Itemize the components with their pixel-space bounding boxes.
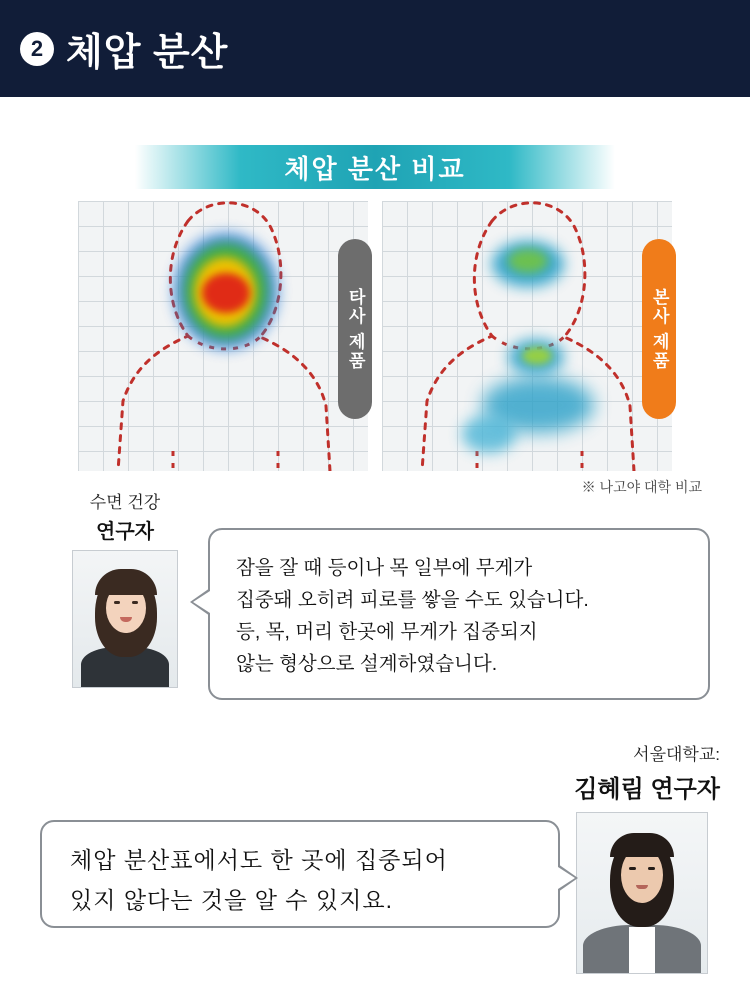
label-our-product-text: 본사 제품: [649, 287, 669, 371]
source-note: ※ 나고야 대학 비교: [581, 479, 702, 495]
researcher-2-quote-line2: 있지 않다는 것을 알 수 있지요.: [70, 887, 393, 913]
pressure-map-ours: [382, 201, 672, 471]
label-our-product: [642, 239, 676, 419]
researcher-2-speech-bubble: [40, 820, 560, 928]
page-header: [0, 0, 750, 97]
pressure-grid-ours: [382, 201, 672, 471]
comparison-band-bg: [135, 145, 615, 189]
comparison-band-title: 체압 분산 비교: [284, 153, 466, 184]
label-other-product: [338, 239, 372, 419]
researcher-1-block: [40, 488, 210, 688]
heat-blob-head-core: [508, 249, 548, 273]
researcher-2-photo: [576, 812, 708, 974]
bubble-tail-left: [190, 588, 210, 616]
section-number-badge: 2: [20, 32, 54, 66]
heat-blob-peak: [202, 273, 250, 313]
researcher-1-photo: [72, 550, 178, 688]
researcher-2-name: 김혜림 연구자: [574, 776, 720, 803]
researcher-1-quote-line1: 잠을 잘 때 등이나 목 일부에 무게가: [236, 557, 533, 579]
pressure-grid-other: [78, 201, 368, 471]
researcher-2-affiliation: 서울대학교:: [633, 745, 720, 764]
bubble-tail-right: [558, 864, 578, 892]
researcher-1-quote-line4: 않는 형상으로 설계하였습니다.: [236, 653, 498, 675]
researcher-1-quote-line3: 등, 목, 머리 한곳에 무게가 집중되지: [236, 621, 538, 643]
pressure-map-other: [78, 201, 368, 471]
label-other-product-text: 타사 제품: [345, 287, 365, 371]
researcher-1-role-line1: 수면 건강: [89, 493, 161, 512]
researcher-1-role-line2: 연구자: [96, 521, 154, 543]
heat-blob-neck-core: [522, 347, 552, 365]
researcher-2-quote-line1: 체압 분산표에서도 한 곳에 집중되어: [70, 847, 448, 873]
pressure-map-comparison: [0, 201, 750, 471]
researcher-1-speech-bubble: [208, 528, 710, 700]
page-title: 체압 분산: [66, 32, 229, 74]
researcher-1-quote-line2: 집중돼 오히려 피로를 쌓을 수도 있습니다.: [236, 589, 589, 611]
comparison-band: [0, 145, 750, 189]
heat-blob-back: [462, 415, 516, 453]
